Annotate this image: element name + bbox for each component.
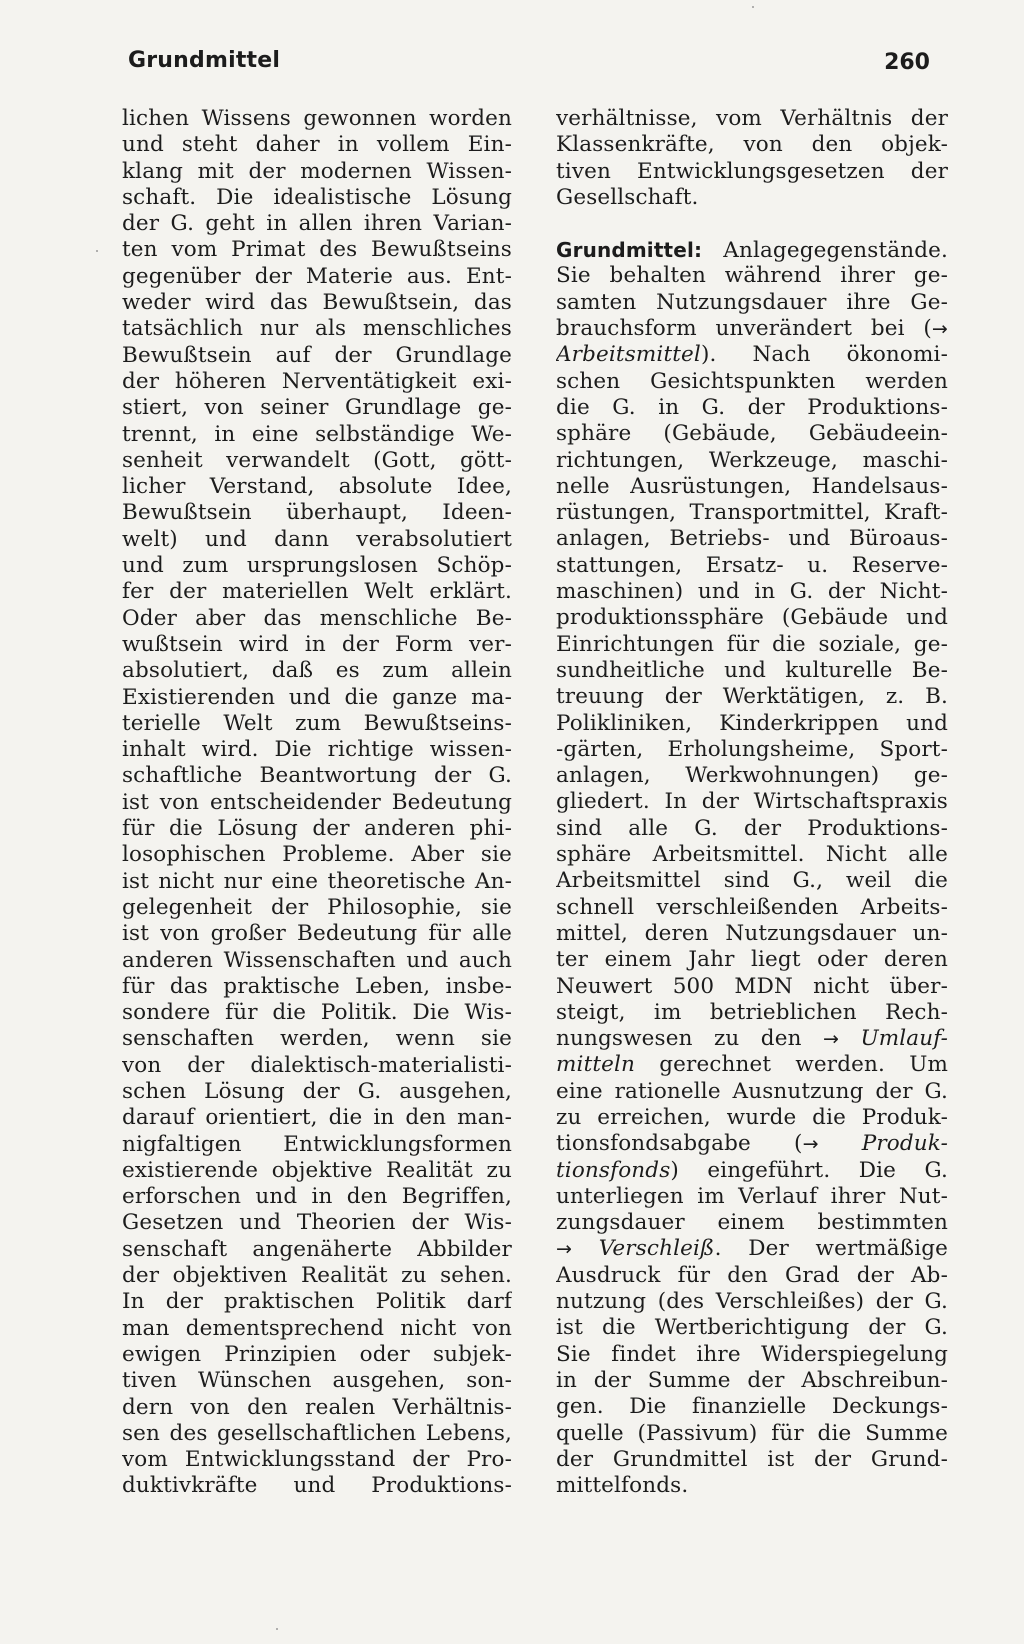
- cross-reference-arrow-icon: →: [931, 318, 948, 341]
- cross-reference-produktionsfonds-cont[interactable]: tionsfonds: [556, 1157, 671, 1183]
- text-line: ist von großer Bedeutung für alle: [122, 921, 512, 947]
- text-line: anderen Wissenschaften und auch: [122, 947, 512, 973]
- page-number: 260: [884, 50, 930, 75]
- text-span: tionsfondsabgabe (: [556, 1131, 803, 1157]
- left-column: [122, 106, 512, 1500]
- text-line: tiven Entwicklungsgesetzen der: [556, 158, 948, 184]
- text-span: nungswesen zu den: [556, 1026, 802, 1052]
- text-line: mittelfonds.: [556, 1473, 689, 1499]
- text-line: die G. in G. der Produktions-: [556, 394, 948, 420]
- cross-reference-arrow-icon: →: [802, 1133, 819, 1156]
- text-span: . Der wertmäßige: [714, 1236, 948, 1262]
- text-line: Neuwert 500 MDN nicht über-: [556, 973, 948, 999]
- text-line: welt) und dann verabsolutiert: [122, 526, 512, 552]
- text-line: für das praktische Leben, insbe-: [122, 973, 512, 999]
- text-line: sphäre Arbeitsmittel. Nicht alle: [556, 842, 948, 868]
- text-line: senschaft angenäherte Abbilder: [122, 1236, 512, 1262]
- text-line: nigfaltigen Entwicklungsformen: [122, 1131, 512, 1157]
- text-line: losophischen Probleme. Aber sie: [122, 842, 512, 868]
- text-line: Bewußtsein auf der Grundlage: [122, 342, 512, 368]
- text-line: Gesellschaft.: [556, 184, 699, 210]
- text-line: eine rationelle Ausnutzung der G.: [556, 1078, 948, 1104]
- text-line: für die Lösung der anderen phi-: [122, 816, 512, 842]
- text-line: Klassenkräfte, von den objek-: [556, 132, 948, 158]
- running-head: Grundmittel: [128, 48, 281, 73]
- text-line: weder wird das Bewußtsein, das: [122, 290, 512, 316]
- text-line: sphäre (Gebäude, Gebäudeein-: [556, 421, 948, 447]
- text-line: der Grundmittel ist der Grund-: [556, 1446, 948, 1472]
- text-line: fer der materiellen Welt erklärt.: [122, 579, 512, 605]
- text-line: ist nicht nur eine theoretische An-: [122, 868, 512, 894]
- text-line: [556, 342, 948, 368]
- print-speck: [752, 6, 754, 8]
- text-line: Arbeitsmittel sind G., weil die: [556, 868, 948, 894]
- text-line: Ausdruck für den Grad der Ab-: [556, 1262, 948, 1288]
- text-line: senschaften werden, wenn sie: [122, 1026, 512, 1052]
- text-line: duktivkräfte und Produktions-: [122, 1473, 512, 1499]
- text-line: nutzung (des Verschleißes) der G.: [556, 1289, 948, 1315]
- text-line: produktionssphäre (Gebäude und: [556, 605, 948, 631]
- text-line: zungsdauer einem bestimmten: [556, 1210, 948, 1236]
- text-line: verhältnisse, vom Verhältnis der: [556, 106, 948, 131]
- entry-headword: Grundmittel:: [556, 238, 703, 263]
- text-line: lichen Wissens gewonnen worden: [122, 106, 512, 131]
- text-line: samten Nutzungsdauer ihre Ge-: [556, 289, 948, 315]
- text-line: [556, 1052, 948, 1078]
- text-line: der höheren Nerventätigkeit exi-: [122, 368, 512, 394]
- text-line: Oder aber das menschliche Be-: [122, 605, 512, 631]
- text-line: [556, 1026, 948, 1052]
- text-line: und steht daher in vollem Ein-: [122, 132, 512, 158]
- cross-reference-umlaufmitteln-cont[interactable]: mitteln: [556, 1052, 636, 1078]
- text-line: treuung der Werktätigen, z. B.: [556, 684, 948, 710]
- text-line: terielle Welt zum Bewußtseins-: [122, 710, 512, 736]
- text-line: schen Gesichtspunkten werden: [556, 368, 948, 394]
- right-column: [556, 106, 948, 1499]
- text-line: trennt, in eine selbständige We-: [122, 421, 512, 447]
- text-line: man dementsprechend nicht von: [122, 1315, 512, 1341]
- text-line: In der praktischen Politik darf: [122, 1289, 512, 1315]
- text-line: anlagen, Werkwohnungen) ge-: [556, 763, 948, 789]
- text-line: der objektiven Realität zu sehen.: [122, 1263, 512, 1289]
- cross-reference-produktionsfonds[interactable]: Produk-: [861, 1131, 948, 1157]
- text-line: erforschen und in den Begriffen,: [122, 1184, 512, 1210]
- text-line: Polikliniken, Kinderkrippen und: [556, 710, 948, 736]
- text-line: inhalt wird. Die richtige wissen-: [122, 737, 512, 763]
- text-span: ). Nach ökonomi-: [700, 342, 948, 368]
- entry-first-line: [556, 237, 948, 263]
- text-line: ist die Wertberichtigung der G.: [556, 1315, 948, 1341]
- text-line: unterliegen im Verlauf ihrer Nut-: [556, 1183, 948, 1209]
- text-line: gen. Die finanzielle Deckungs-: [556, 1394, 948, 1420]
- text-line: Einrichtungen für die soziale, ge-: [556, 631, 948, 657]
- text-span: brauchsform unverändert bei (: [556, 316, 932, 342]
- text-line: [556, 1131, 948, 1157]
- text-line: zu erreichen, wurde die Produk-: [556, 1104, 948, 1130]
- text-line: vom Entwicklungsstand der Pro-: [122, 1447, 512, 1473]
- text-line: und zum ursprungslosen Schöp-: [122, 553, 512, 579]
- text-line: tatsächlich nur als menschliches: [122, 316, 512, 342]
- cross-reference-arrow-icon: →: [556, 1238, 573, 1261]
- text-line: Sie findet ihre Widerspiegelung: [556, 1341, 948, 1367]
- text-line: schen Lösung der G. ausgehen,: [122, 1078, 512, 1104]
- text-line: klang mit der modernen Wissen-: [122, 158, 512, 184]
- text-line: der G. geht in allen ihren Varian-: [122, 211, 512, 237]
- print-speck: [96, 250, 98, 252]
- text-line: mittel, deren Nutzungsdauer un-: [556, 920, 948, 946]
- text-line: schaftliche Beantwortung der G.: [122, 763, 512, 789]
- text-line: ten vom Primat des Bewußtseins: [122, 237, 512, 263]
- page-header: [128, 48, 952, 82]
- text-line: rüstungen, Transportmittel, Kraft-: [556, 500, 948, 526]
- cross-reference-verschleiss[interactable]: Verschleiß: [598, 1236, 715, 1262]
- text-line: anlagen, Betriebs- und Büroaus-: [556, 526, 948, 552]
- text-line: licher Verstand, absolute Idee,: [122, 474, 512, 500]
- text-line: -gärten, Erholungsheime, Sport-: [556, 736, 948, 762]
- text-line: von der dialektisch-materialisti-: [122, 1052, 512, 1078]
- text-line: maschinen) und in G. der Nicht-: [556, 579, 948, 605]
- text-line: dern von den realen Verhältnis-: [122, 1394, 512, 1420]
- text-line: ter einem Jahr liegt oder deren: [556, 947, 948, 973]
- text-line: quelle (Passivum) für die Summe: [556, 1420, 948, 1446]
- text-span: ) eingeführt. Die G.: [670, 1157, 948, 1183]
- text-line: Existierenden und die ganze ma-: [122, 684, 512, 710]
- text-line: sen des gesellschaftlichen Lebens,: [122, 1420, 512, 1446]
- text-line: [556, 316, 948, 342]
- text-line: wußtsein wird in der Form ver-: [122, 631, 512, 657]
- text-line: Sie behalten während ihrer ge-: [556, 263, 948, 289]
- text-line: sind alle G. der Produktions-: [556, 815, 948, 841]
- text-line: gegenüber der Materie aus. Ent-: [122, 263, 512, 289]
- text-span: Anlagegegenstände.: [723, 238, 948, 264]
- text-line: steigt, im betrieblichen Rech-: [556, 999, 948, 1025]
- text-line: [556, 1236, 948, 1262]
- text-line: schaft. Die idealistische Lösung: [122, 184, 512, 210]
- text-line: nelle Ausrüstungen, Handelsaus-: [556, 473, 948, 499]
- cross-reference-umlaufmitteln[interactable]: Umlauf-: [860, 1026, 948, 1052]
- text-line: richtungen, Werkzeuge, maschi-: [556, 447, 948, 473]
- text-line: sondere für die Politik. Die Wis-: [122, 1000, 512, 1026]
- text-line: tiven Wünschen ausgehen, son-: [122, 1368, 512, 1394]
- text-line: sundheitliche und kulturelle Be-: [556, 657, 948, 683]
- text-line: senheit verwandelt (Gott, gött-: [122, 447, 512, 473]
- text-line: Gesetzen und Theorien der Wis-: [122, 1210, 512, 1236]
- text-span: gerechnet werden. Um: [659, 1052, 948, 1078]
- text-line: gelegenheit der Philosophie, sie: [122, 894, 512, 920]
- text-line: stiert, von seiner Grundlage ge-: [122, 395, 512, 421]
- text-line: schnell verschleißenden Arbeits-: [556, 894, 948, 920]
- text-line: existierende objektive Realität zu: [122, 1157, 512, 1183]
- paragraph-gap: [556, 211, 948, 237]
- cross-reference-arrow-icon: →: [822, 1028, 840, 1051]
- text-line: ewigen Prinzipien oder subjek-: [122, 1341, 512, 1367]
- text-line: darauf orientiert, die in den man-: [122, 1105, 512, 1131]
- cross-reference-arbeitsmittel[interactable]: Arbeitsmittel: [556, 342, 701, 368]
- print-speck: [276, 1628, 278, 1630]
- text-line: ist von entscheidender Bedeutung: [122, 789, 512, 815]
- text-line: gliedert. In der Wirtschaftspraxis: [556, 789, 948, 815]
- text-line: [556, 1158, 948, 1184]
- text-line: absolutiert, daß es zum allein: [122, 658, 512, 684]
- text-line: Bewußtsein überhaupt, Ideen-: [122, 500, 512, 526]
- text-line: in der Summe der Abschreibun-: [556, 1367, 948, 1393]
- text-line: stattungen, Ersatz- u. Reserve-: [556, 552, 948, 578]
